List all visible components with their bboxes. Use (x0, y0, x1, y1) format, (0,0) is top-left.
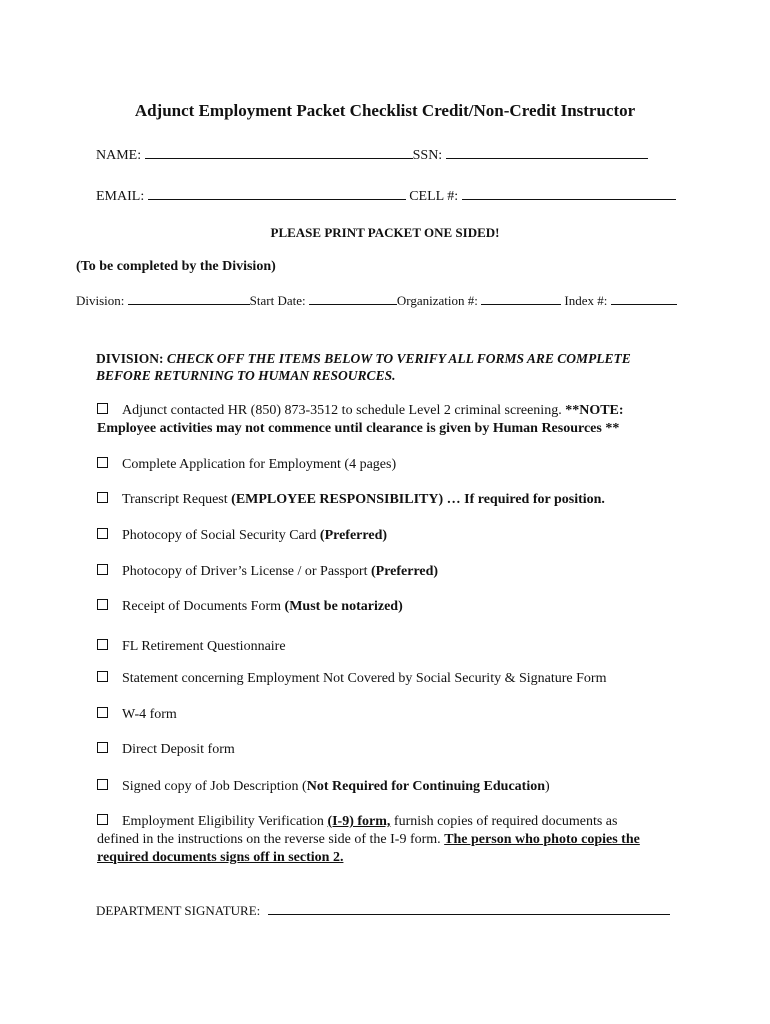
instructions-line1 (96, 351, 631, 367)
checkbox-hr-screening[interactable] (97, 403, 108, 414)
checklist-item-hr-screening (97, 403, 624, 419)
email-cell-row (96, 187, 676, 205)
checkbox-social-security[interactable] (97, 671, 108, 682)
email-label: EMAIL: (96, 189, 145, 204)
checkbox-transcript[interactable] (97, 492, 108, 503)
checkbox-w4[interactable] (97, 707, 108, 718)
item-retirement-text: FL Retirement Questionnaire (122, 639, 286, 654)
checkbox-direct-deposit[interactable] (97, 742, 108, 753)
item-i9-rest: furnish copies of required documents as (393, 814, 618, 829)
item-i9-line2 (97, 832, 640, 848)
item-application-text: Complete Application for Employment (4 pages) (122, 457, 397, 472)
start-date-label: Start Date: (249, 293, 306, 308)
item-direct-deposit-text: Direct Deposit form (122, 742, 235, 757)
item-license-text: Photocopy of Driver’s License / or Passport (122, 564, 368, 579)
checklist-item-application (97, 457, 396, 473)
checklist-item-i9 (97, 814, 617, 830)
item-job-description-close: ) (545, 779, 550, 794)
item-ss-card-text: Photocopy of Social Security Card (122, 528, 317, 543)
checklist-item-ss-card (97, 528, 387, 544)
checkbox-i9[interactable] (97, 814, 108, 825)
index-field[interactable] (611, 292, 677, 305)
checklist-item-w4 (97, 707, 177, 723)
item-receipt-text: Receipt of Documents Form (122, 599, 282, 614)
checkbox-application[interactable] (97, 457, 108, 468)
signature-row (96, 902, 670, 919)
division-label: Division: (76, 293, 125, 308)
item-social-security-text: Statement concerning Employment Not Covered by Social Security & Signature Form (122, 671, 607, 686)
item-hr-screening-text: Adjunct contacted HR (850) 873-3512 to schedule Level 2 criminal screening. (122, 403, 562, 418)
item-hr-screening-note: **NOTE: (565, 403, 624, 418)
email-field[interactable] (148, 187, 406, 200)
checklist-item-license (97, 564, 438, 580)
item-ss-card-bold: (Preferred) (319, 528, 388, 543)
checkbox-ss-card[interactable] (97, 528, 108, 539)
division-heading: (To be completed by the Division) (76, 259, 276, 274)
print-notice: PLEASE PRINT PACKET ONE SIDED! (270, 225, 500, 240)
name-label: NAME: (96, 148, 142, 163)
item-i9-form-link: (I-9) form, (327, 814, 391, 829)
item-hr-screening-line2: Employee activities may not commence until clearance is given by Human Resources ** (97, 421, 620, 436)
start-date-field[interactable] (309, 292, 397, 305)
checklist-item-social-security (97, 671, 606, 687)
checkbox-license[interactable] (97, 564, 108, 575)
item-i9-text: Employment Eligibility Verification (122, 814, 324, 829)
checkbox-retirement[interactable] (97, 639, 108, 650)
organization-label: Organization #: (396, 293, 478, 308)
item-w4-text: W-4 form (122, 707, 177, 722)
ssn-label: SSN: (412, 148, 443, 163)
organization-field[interactable] (481, 292, 561, 305)
item-job-description-bold: Not Required for Continuing Education (306, 779, 546, 794)
item-receipt-bold: (Must be notarized) (284, 599, 403, 614)
ssn-field[interactable] (446, 146, 648, 159)
item-i9-bold-note-2: required documents signs off in section 2. (97, 850, 344, 865)
item-license-bold: (Preferred) (370, 564, 439, 579)
checklist-item-transcript (97, 492, 605, 508)
signature-field[interactable] (268, 902, 670, 915)
index-label: Index #: (564, 293, 608, 308)
instructions-lead: DIVISION: (96, 351, 164, 366)
name-ssn-row (96, 146, 648, 164)
cell-field[interactable] (462, 187, 676, 200)
item-job-description-text: Signed copy of Job Description ( (122, 779, 307, 794)
name-field[interactable] (145, 146, 413, 159)
division-row (76, 292, 677, 309)
checklist-item-direct-deposit (97, 742, 235, 758)
checkbox-job-description[interactable] (97, 779, 108, 790)
cell-label: CELL #: (409, 189, 459, 204)
item-transcript-text: Transcript Request (122, 492, 228, 507)
item-i9-line2-text: defined in the instructions on the reverse side of the I-9 form. (97, 832, 441, 847)
checklist-item-retirement (97, 639, 286, 655)
item-i9-bold-note-1: The person who photo copies the (444, 832, 640, 847)
signature-label: DEPARTMENT SIGNATURE: (96, 903, 261, 918)
division-field[interactable] (128, 292, 250, 305)
instructions-text-1: CHECK OFF THE ITEMS BELOW TO VERIFY ALL FORMS ARE COMPLETE (166, 351, 631, 366)
page-title: Adjunct Employment Packet Checklist Credit/Non-Credit Instructor (134, 101, 636, 120)
checklist-item-receipt (97, 599, 403, 615)
item-transcript-bold: (EMPLOYEE RESPONSIBILITY) … If required for position. (231, 492, 605, 507)
instructions-line2: BEFORE RETURNING TO HUMAN RESOURCES. (96, 368, 396, 383)
checklist-item-job-description (97, 779, 550, 795)
checkbox-receipt[interactable] (97, 599, 108, 610)
